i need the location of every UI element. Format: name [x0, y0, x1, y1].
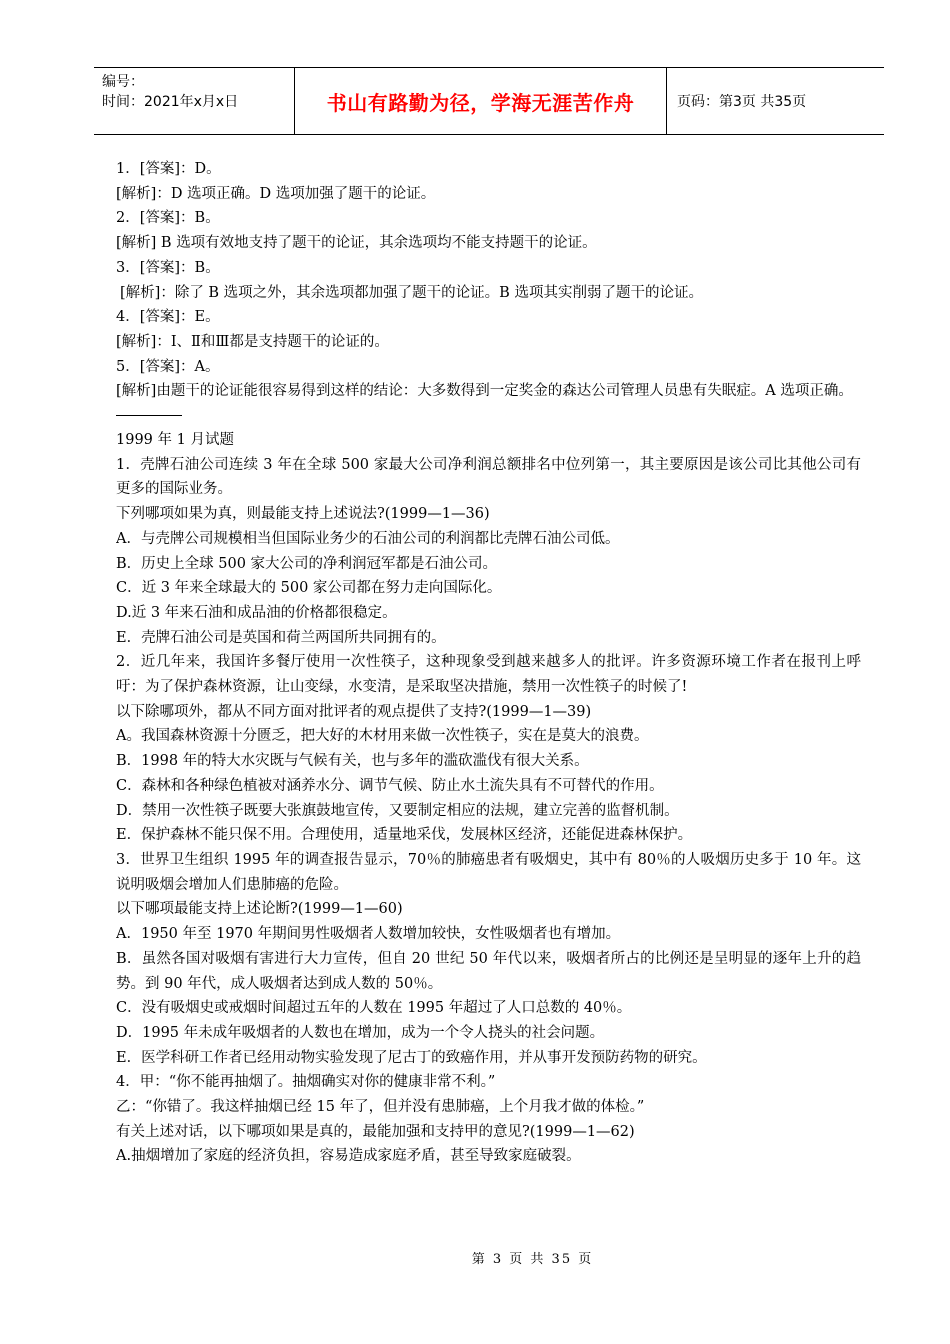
answer-1: 1．[答案]：D。	[116, 161, 221, 177]
question-2-option-c: C．森林和各种绿色植被对涵养水分、调节气候、防止水土流失具有不可替代的作用。	[116, 777, 664, 794]
answer-3: 3．[答案]：B。	[116, 259, 220, 276]
header-meta	[94, 68, 295, 134]
question-2-stem: 2．近几年来，我国许多餐厅使用一次性筷子，这种现象受到越来越多人的批评。许多资源环境工作者在报刊上呼吁：为了保护森林资源，让山变绿，水变清，是采取坚决措施，禁用一次性筷子的时候了!	[116, 654, 861, 696]
header-page-info: 页码：第3页 共35页	[677, 94, 807, 110]
question-1-option-e: E．壳牌石油公司是英国和荷兰两国所共同拥有的。	[116, 629, 446, 646]
answer-5: 5．[答案]：A。	[116, 358, 220, 375]
section-title: 1999 年 1 月试题	[116, 432, 234, 449]
question-1-option-c: C．近 3 年来全球最大的 500 家公司都在努力走向国际化。	[116, 580, 502, 597]
question-3-option-d: D．1995 年未成年吸烟者的人数也在增加，成为一个令人挠头的社会问题。	[116, 1024, 605, 1041]
question-1-option-b: B．历史上全球 500 家大公司的净利润冠军都是石油公司。	[116, 555, 498, 572]
answer-4: 4．[答案]：E。	[116, 309, 220, 326]
analysis-2: [解析] B 选项有效地支持了题干的论证，其余选项均不能支持题干的论证。	[116, 235, 597, 252]
question-4-prompt: 有关上述对话，以下哪项如果是真的，最能加强和支持甲的意见?(1999—1—62)	[116, 1123, 635, 1140]
question-3-prompt: 以下哪项最能支持上述论断?(1999—1—60)	[116, 901, 403, 918]
question-3-option-c: C．没有吸烟史或戒烟时间超过五年的人数在 1995 年超过了人口总数的 40％。	[116, 1000, 632, 1017]
question-4-option-a: A.抽烟增加了家庭的经济负担，容易造成家庭矛盾，甚至导致家庭破裂。	[116, 1148, 581, 1165]
time-label: 时间：2021年x月x日	[102, 94, 239, 110]
page-footer: 第 3 页 共 35 页	[471, 1252, 594, 1267]
question-2-option-d: D．禁用一次性筷子既要大张旗鼓地宣传，又要制定相应的法规，建立完善的监督机制。	[116, 802, 679, 819]
code-label: 编号：	[102, 74, 144, 90]
question-3-option-e: E．医学科研工作者已经用动物实验发现了尼古丁的致癌作用，并从事开发预防药物的研究。	[116, 1049, 707, 1066]
header-motto: 书山有路勤为径，学海无涯苦作舟	[295, 68, 667, 134]
separator-line	[116, 415, 182, 416]
question-3-option-a: A．1950 年至 1970 年期间男性吸烟者人数增加较快，女性吸烟者也有增加。	[116, 926, 621, 943]
question-2-prompt: 以下除哪项外，都从不同方面对批评者的观点提供了支持?(1999—1—39)	[116, 703, 592, 720]
question-1-stem: 1．壳牌石油公司连续 3 年在全球 500 家最大公司净利润总额排名中位列第一，其主要原因是该公司比其他公司有更多的国际业务。	[116, 456, 861, 498]
question-4-speaker-b: 乙：“你错了。我这样抽烟已经 15 年了，但并没有患肺癌，上个月我才做的体检。”	[116, 1099, 645, 1116]
question-2-option-a: A。我国森林资源十分匮乏，把大好的木材用来做一次性筷子，实在是莫大的浪费。	[116, 728, 649, 745]
document-body	[116, 157, 861, 1169]
question-1-prompt: 下列哪项如果为真，则最能支持上述说法?(1999—1—36)	[116, 506, 490, 523]
question-1-option-d: D.近 3 年来石油和成品油的价格都很稳定。	[116, 604, 397, 621]
question-2-option-b: B．1998 年的特大水灾既与气候有关，也与多年的滥砍滥伐有很大关系。	[116, 753, 589, 770]
answer-2: 2．[答案]：B。	[116, 210, 220, 227]
analysis-4: [解析]：I、Ⅱ和Ⅲ都是支持题干的论证的。	[116, 333, 389, 350]
analysis-3: [解析]：除了 B 选项之外，其余选项都加强了题干的论证。B 选项其实削弱了题干的论证。	[120, 284, 703, 301]
question-4-speaker-a: 4．甲：“你不能再抽烟了。抽烟确实对你的健康非常不利。”	[116, 1074, 496, 1091]
question-2-option-e: E．保护森林不能只保不用。合理使用，适量地采伐，发展林区经济，还能促进森林保护。	[116, 827, 693, 844]
page-header	[94, 67, 884, 135]
question-3-stem: 3．世界卫生组织 1995 年的调查报告显示，70％的肺癌患者有吸烟史，其中有 80％的人吸烟历史多于 10 年。这说明吸烟会增加人们患肺癌的危险。	[116, 851, 861, 893]
question-3-option-b: B．虽然各国对吸烟有害进行大力宣传，但自 20 世纪 50 年代以来，吸烟者所占的比例还是呈明显的逐年上升的趋势。到 90 年代，成人吸烟者达到成人数的 50％。	[116, 950, 861, 992]
analysis-5: [解析]由题干的论证能很容易得到这样的结论：大多数得到一定奖金的森达公司管理人员患有失眠症。A 选项正确。	[116, 383, 853, 400]
question-1-option-a: A．与壳牌公司规模相当但国际业务少的石油公司的利润都比壳牌石油公司低。	[116, 530, 620, 547]
analysis-1: [解析]：D 选项正确。D 选项加强了题干的论证。	[116, 185, 436, 202]
